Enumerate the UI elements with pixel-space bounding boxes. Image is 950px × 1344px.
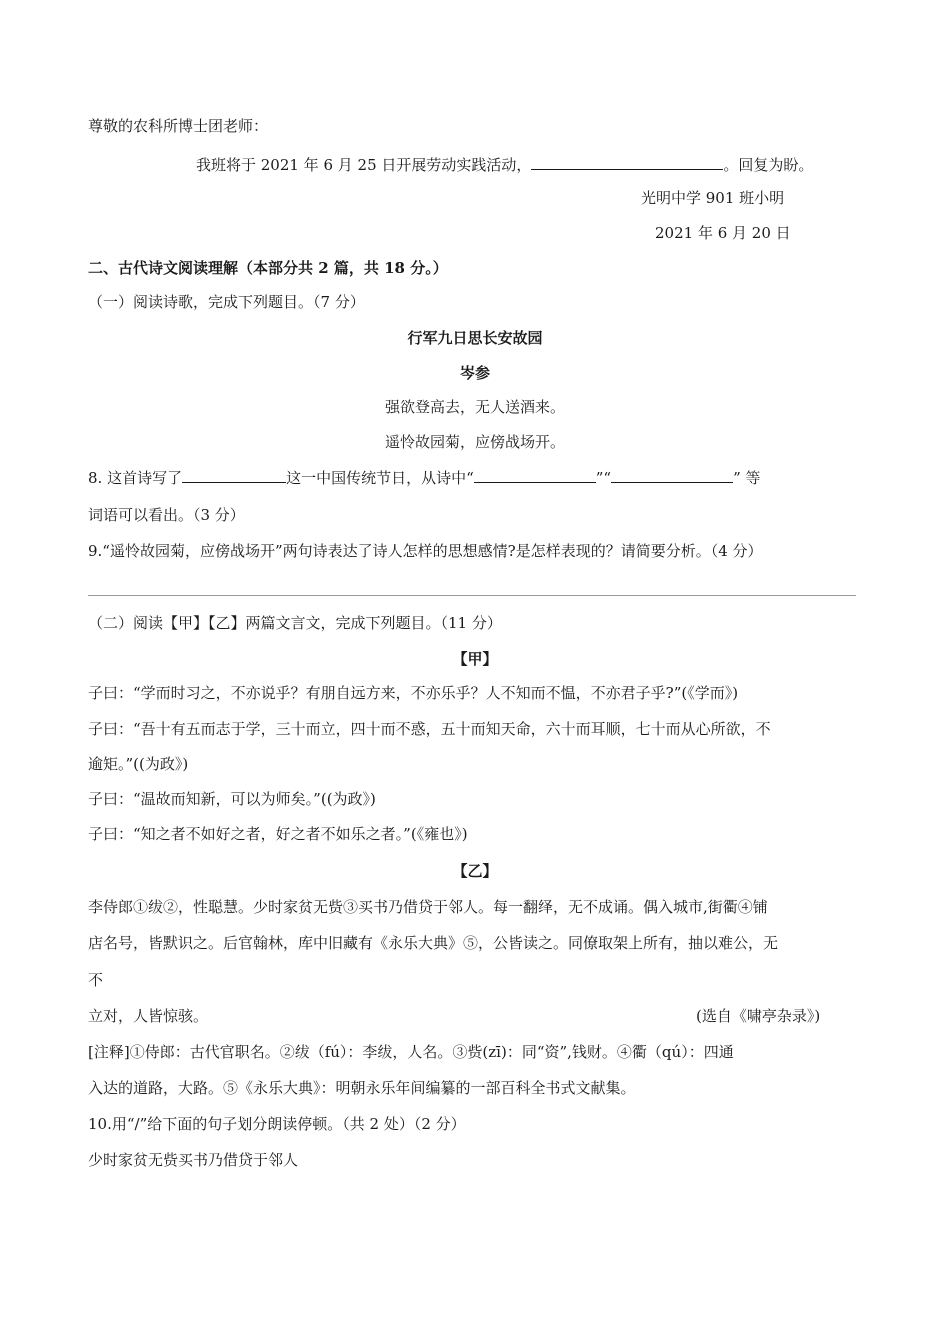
yi-line: 店名号，皆默识之。后官翰林，库中旧藏有《永乐大典》⑤，公皆读之。同僚取架上所有，抽以难公，无 [88, 934, 779, 952]
jia-line: 子曰：“温故而知新，可以为师矣。”((为政》) [88, 790, 376, 808]
jia-line: 子曰：“学而时习之，不亦说乎？有朋自远方来，不亦乐乎？人不知而不愠，不亦君子乎?”(《学而》) [88, 684, 739, 702]
jia-line: 子曰：“知之者不如好之者，好之者不如乐之者。”(《雍也》) [88, 825, 468, 843]
passage-jia-label: 【甲】 [452, 650, 498, 668]
poem-line: 强欲登高去，无人送酒来。 [384, 398, 565, 416]
section-heading: 二、古代诗文阅读理解（本部分共 2 篇，共 18 分。） [88, 259, 448, 277]
letter-body [196, 154, 813, 175]
part2-heading: （二）阅读【甲】【乙】两篇文言文，完成下列题目。（11 分） [88, 614, 502, 632]
passage-yi-label: 【乙】 [452, 862, 498, 880]
annotation-line: [注释]①侍郎：古代官职名。②绂（fú）：李绂，人名。③赀(zī)：同“资”,钱财。④衢（qú）：四通 [88, 1043, 734, 1061]
letter-salutation: 尊敬的农科所博士团老师： [88, 117, 269, 135]
poem-title: 行军九日思长安故园 [407, 329, 543, 347]
annotation-line: 入达的道路，大路。⑤《永乐大典》：明朝永乐年间编纂的一部百科全书式文献集。 [88, 1079, 636, 1097]
yi-line: 不 [88, 971, 104, 989]
q8-text: 8. 这首诗写了 [88, 469, 183, 487]
question-10-sentence: 少时家贫无赀买书乃借贷于邻人 [88, 1151, 299, 1169]
letter-date: 2021 年 6 月 20 日 [655, 224, 791, 242]
answer-blank[interactable] [182, 467, 286, 483]
yi-line: 李侍郎①绂②，性聪慧。少时家贫无赀③买书乃借贷于邻人。每一翻绎，无不成诵。偶入城市,街衢④铺 [88, 898, 768, 916]
yi-line: 立对，人皆惊骇。 [88, 1007, 209, 1025]
jia-line: 逾矩。”((为政》) [88, 755, 189, 773]
answer-line[interactable] [88, 595, 856, 596]
poem-author: 岑参 [459, 364, 490, 382]
q8-text: 这一中国传统节日，从诗中“ [286, 469, 474, 487]
question-10: 10.用“/”给下面的句子划分朗读停顿。（共 2 处）（2 分） [88, 1115, 466, 1133]
letter-body-text: 我班将于 2021 年 6 月 25 日开展劳动实践活动， [196, 156, 532, 174]
answer-blank[interactable] [531, 154, 723, 170]
q8-text: ”“ [595, 469, 612, 487]
answer-blank[interactable] [611, 467, 733, 483]
question-8 [88, 467, 761, 488]
letter-body-end: 。回复为盼。 [723, 156, 814, 174]
poem-line: 遥怜故园菊，应傍战场开。 [384, 433, 565, 451]
part1-heading: （一）阅读诗歌，完成下列题目。（7 分） [88, 293, 365, 311]
q8-text: ” 等 [733, 469, 761, 487]
question-8-cont: 词语可以看出。（3 分） [88, 506, 245, 524]
answer-blank[interactable] [474, 467, 596, 483]
jia-line: 子曰：“吾十有五而志于学，三十而立，四十而不惑，五十而知天命，六十而耳顺，七十而从心所欲，不 [88, 720, 771, 738]
passage-source: (选自《啸亭杂录》) [696, 1007, 821, 1025]
question-9: 9.“遥怜故园菊，应傍战场开”两句诗表达了诗人怎样的思想感情?是怎样表现的？请简要分析。（4 分） [88, 542, 763, 560]
letter-sender: 光明中学 901 班小明 [641, 189, 785, 207]
